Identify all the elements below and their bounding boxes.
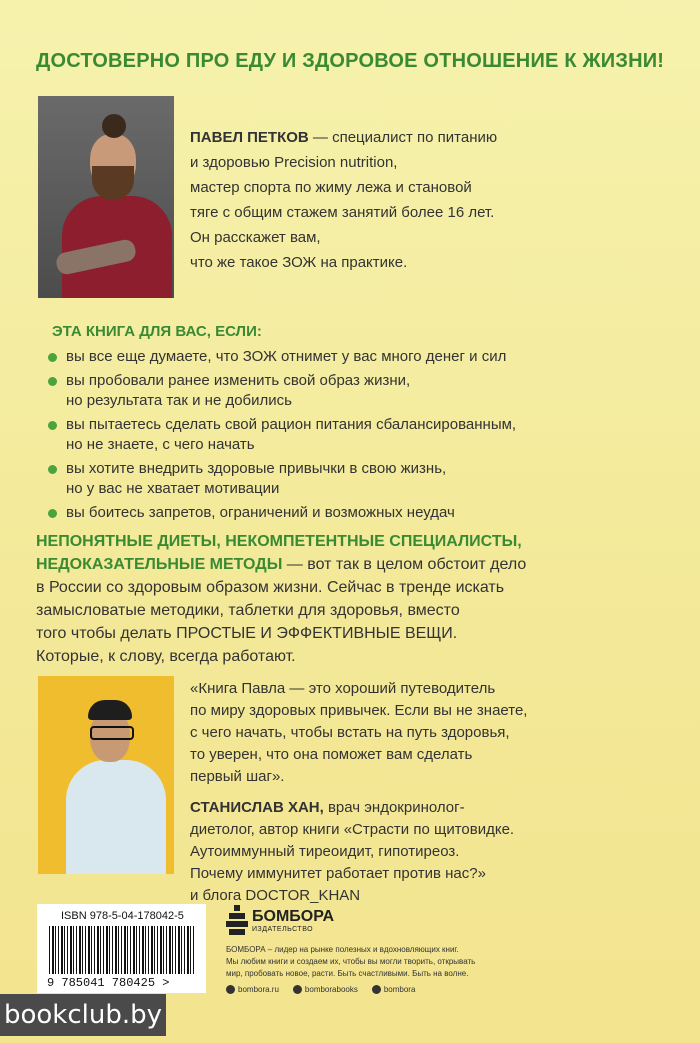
list-item: вы боитесь запретов, ограничений и возможных неудач: [48, 503, 668, 523]
bio-line: мастер спорта по жиму лежа и становой: [190, 179, 472, 196]
list-item: вы хотите внедрить здоровые привычки в свою жизнь, но у вас не хватает мотивации: [48, 459, 668, 499]
bullet-dot-icon: [48, 377, 57, 386]
bio-line: Он расскажет вам,: [190, 229, 321, 246]
para-text: того чтобы делать ПРОСТЫЕ И ЭФФЕКТИВНЫЕ ВЕЩИ.: [36, 625, 458, 642]
publisher-subtitle: ИЗДАТЕЛЬСТВО: [252, 926, 314, 933]
telegram-icon: [372, 985, 381, 994]
para-text: — вот так в целом обстоит дело: [282, 556, 527, 573]
vk-icon: [293, 985, 302, 994]
para-text: замысловатые методики, таблетки для здоровья, вместо: [36, 602, 460, 619]
headline: ДОСТОВЕРНО ПРО ЕДУ И ЗДОРОВОЕ ОТНОШЕНИЕ К ЖИЗНИ!: [36, 50, 665, 72]
para-text: в России со здоровым образом жизни. Сейчас в тренде искать: [36, 579, 505, 596]
list-item: вы все еще думаете, что ЗОЖ отнимет у вас много денег и сил: [48, 347, 668, 367]
author-photo: [38, 96, 174, 298]
bullet-dot-icon: [48, 465, 57, 474]
para-highlight: НЕДОКАЗАТЕЛЬНЫЕ МЕТОДЫ: [36, 556, 283, 573]
social-telegram[interactable]: bombora: [372, 985, 416, 994]
publisher-name: БОМБОРА: [252, 908, 335, 925]
social-vk[interactable]: bomborabooks: [293, 985, 358, 994]
list-item: вы пробовали ранее изменить свой образ жизни, но результата так и не добились: [48, 371, 668, 411]
description-paragraph: [36, 530, 666, 668]
publisher-logo-icon: [226, 905, 248, 937]
bullet-dot-icon: [48, 421, 57, 430]
bullet-list: [48, 347, 668, 527]
author-bio: [190, 125, 660, 275]
barcode-digits: 9 785041 780425 >: [47, 976, 170, 990]
para-highlight: НЕПОНЯТНЫЕ ДИЕТЫ, НЕКОМПЕТЕНТНЫЕ СПЕЦИАЛИСТЫ,: [36, 533, 522, 550]
isbn-code: ISBN 978-5-04-178042-5: [61, 910, 184, 922]
reviewer-credit: СТАНИСЛАВ ХАН, врач эндокринолог- диетолог, автор книги «Страсти по щитовидке. Аутоиммунный тиреоидит, гипотиреоз. Почему иммунитет работает против нас?» и блога DOCTOR_KHAN: [190, 799, 515, 904]
watermark: bookclub.by: [0, 994, 166, 1036]
publisher-socials: [226, 985, 415, 994]
author-name: ПАВЕЛ ПЕТКОВ: [190, 129, 309, 146]
bio-line: — специалист по питанию: [308, 129, 498, 146]
publisher-description: БОМБОРА – лидер на рынке полезных и вдохновляющих книг. Мы любим книги и создаем их, чтобы вы могли творить, открывать мир, пробовать новое, расти. Быть счастливыми. Быть на волне.: [226, 945, 476, 978]
isbn-barcode: [37, 904, 206, 993]
bio-line: что же такое ЗОЖ на практике.: [190, 254, 408, 271]
para-text: Которые, к слову, всегда работают.: [36, 648, 296, 665]
barcode-icon: [49, 926, 194, 974]
bullet-dot-icon: [48, 353, 57, 362]
list-item: вы пытаетесь сделать свой рацион питания сбалансированным, но не знаете, с чего начать: [48, 415, 668, 455]
bio-line: и здоровью Precision nutrition,: [190, 154, 398, 171]
globe-icon: [226, 985, 235, 994]
bullet-dot-icon: [48, 509, 57, 518]
social-site[interactable]: bombora.ru: [226, 985, 279, 994]
bio-line: тяге с общим стажем занятий более 16 лет.: [190, 204, 495, 221]
reviewer-photo: [38, 676, 174, 874]
section-title: ЭТА КНИГА ДЛЯ ВАС, ЕСЛИ:: [52, 323, 262, 340]
review-quote: «Книга Павла — это хороший путеводитель по миру здоровых привычек. Если вы не знаете, с чего начать, чтобы встать на путь здоровья, то уверен, что она поможет вам сделать первый шаг».: [190, 680, 528, 785]
reviewer-name: СТАНИСЛАВ ХАН,: [190, 799, 324, 816]
